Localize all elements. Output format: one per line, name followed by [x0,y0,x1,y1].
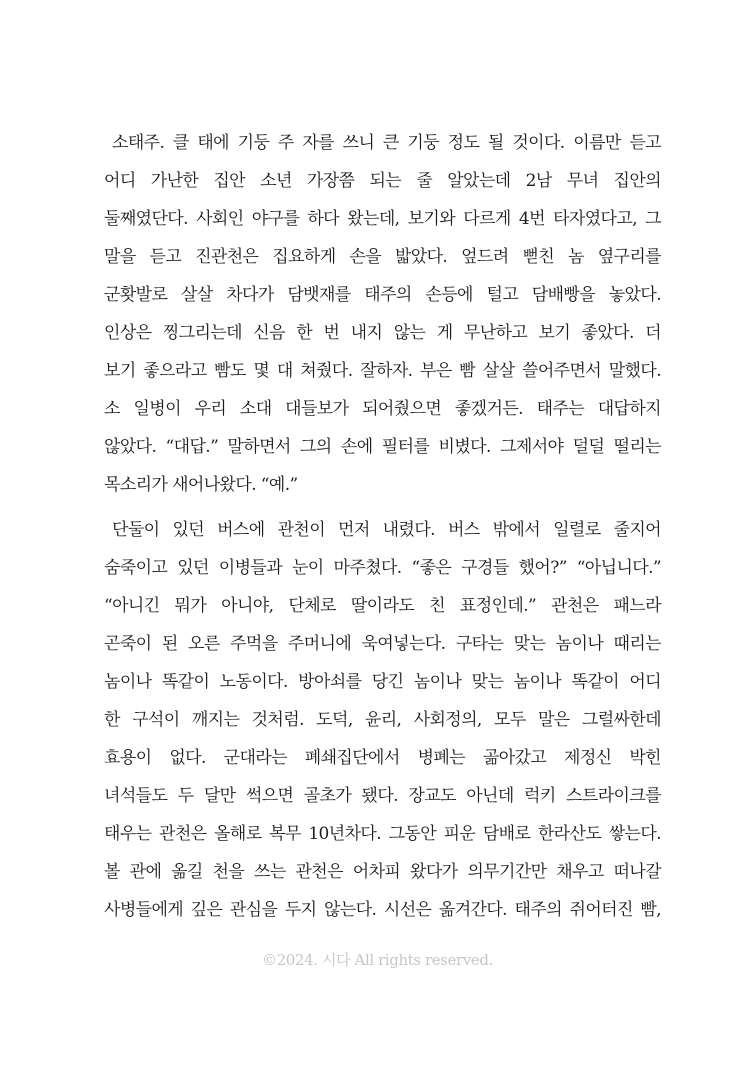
text-line: 않았다. “대답.” 말하면서 그의 손에 필터를 비볐다. 그제서야 덜덜 떨리는 [104,437,661,457]
text-line: 한 구석이 깨지는 것처럼. 도덕, 윤리, 사회정의, 모두 말은 그럴싸한데 [104,710,661,730]
text-line: 효용이 없다. 군대라는 폐쇄집단에서 병폐는 곪아갔고 제정신 박힌 [104,748,661,768]
text-line: 보기 좋으라고 빰도 몇 대 쳐줬다. 잘하자. 부은 빰 살살 쓸어주면서 말했다. [104,361,661,381]
text-line: 숨죽이고 있던 이병들과 눈이 마주쳤다. “좋은 구경들 했어?” “아닙니다.” [104,558,661,578]
text-line: 군홧발로 살살 차다가 담뱃재를 태주의 손등에 털고 담배빵을 놓았다. [104,285,661,305]
text-line: 녀석들도 두 달만 썩으면 골초가 됐다. 장교도 아닌데 럭키 스트라이크를 [104,786,661,806]
text-line: 목소리가 새어나왔다. “예.” [104,475,298,495]
text-line: 인상은 찡그리는데 신음 한 번 내지 않는 게 무난하고 보기 좋았다. 더 [104,323,661,343]
text-line: 말을 듣고 진관천은 집요하게 손을 밟았다. 엎드려 뻗친 놈 옆구리를 [104,247,661,267]
text-line: 둘째였단다. 사회인 야구를 하다 왔는데, 보기와 다르게 4번 타자였다고, 그 [104,209,661,229]
copyright-footer: ©2024. 시다 All rights reserved. [262,951,493,969]
text-line: 놈이나 똑같이 노동이다. 방아쇠를 당긴 놈이나 맞는 놈이나 똑같이 어디 [104,672,661,692]
text-line: 소 일병이 우리 소대 대들보가 되어줬으면 좋겠거든. 태주는 대답하지 [104,399,661,419]
text-line: 곤죽이 된 오른 주먹을 주머니에 욱여넣는다. 구타는 맞는 놈이나 때리는 [104,634,661,654]
text-line: 사병들에게 깊은 관심을 두지 않는다. 시선은 옮겨간다. 태주의 쥐어터진 빰, [104,900,661,920]
text-line: 태우는 관천은 올해로 복무 10년차다. 그동안 피운 담배로 한라산도 쌓는다. [104,824,661,844]
text-line: 단둘이 있던 버스에 관천이 먼저 내렸다. 버스 밖에서 일렬로 줄지어 [112,520,661,540]
text-line: 볼 관에 옮길 천을 쓰는 관천은 어차피 왔다가 의무기간만 채우고 떠나갈 [104,862,661,882]
text-line: “아니긴 뭐가 아니야, 단체로 딸이라도 친 표정인데.” 관천은 패느라 [104,596,661,616]
text-line: 어디 가난한 집안 소년 가장쯤 되는 줄 알았는데 2남 무녀 집안의 [104,171,661,191]
text-line: 소태주. 클 태에 기둥 주 자를 쓰니 큰 기둥 정도 될 것이다. 이름만 듣고 [112,133,661,153]
